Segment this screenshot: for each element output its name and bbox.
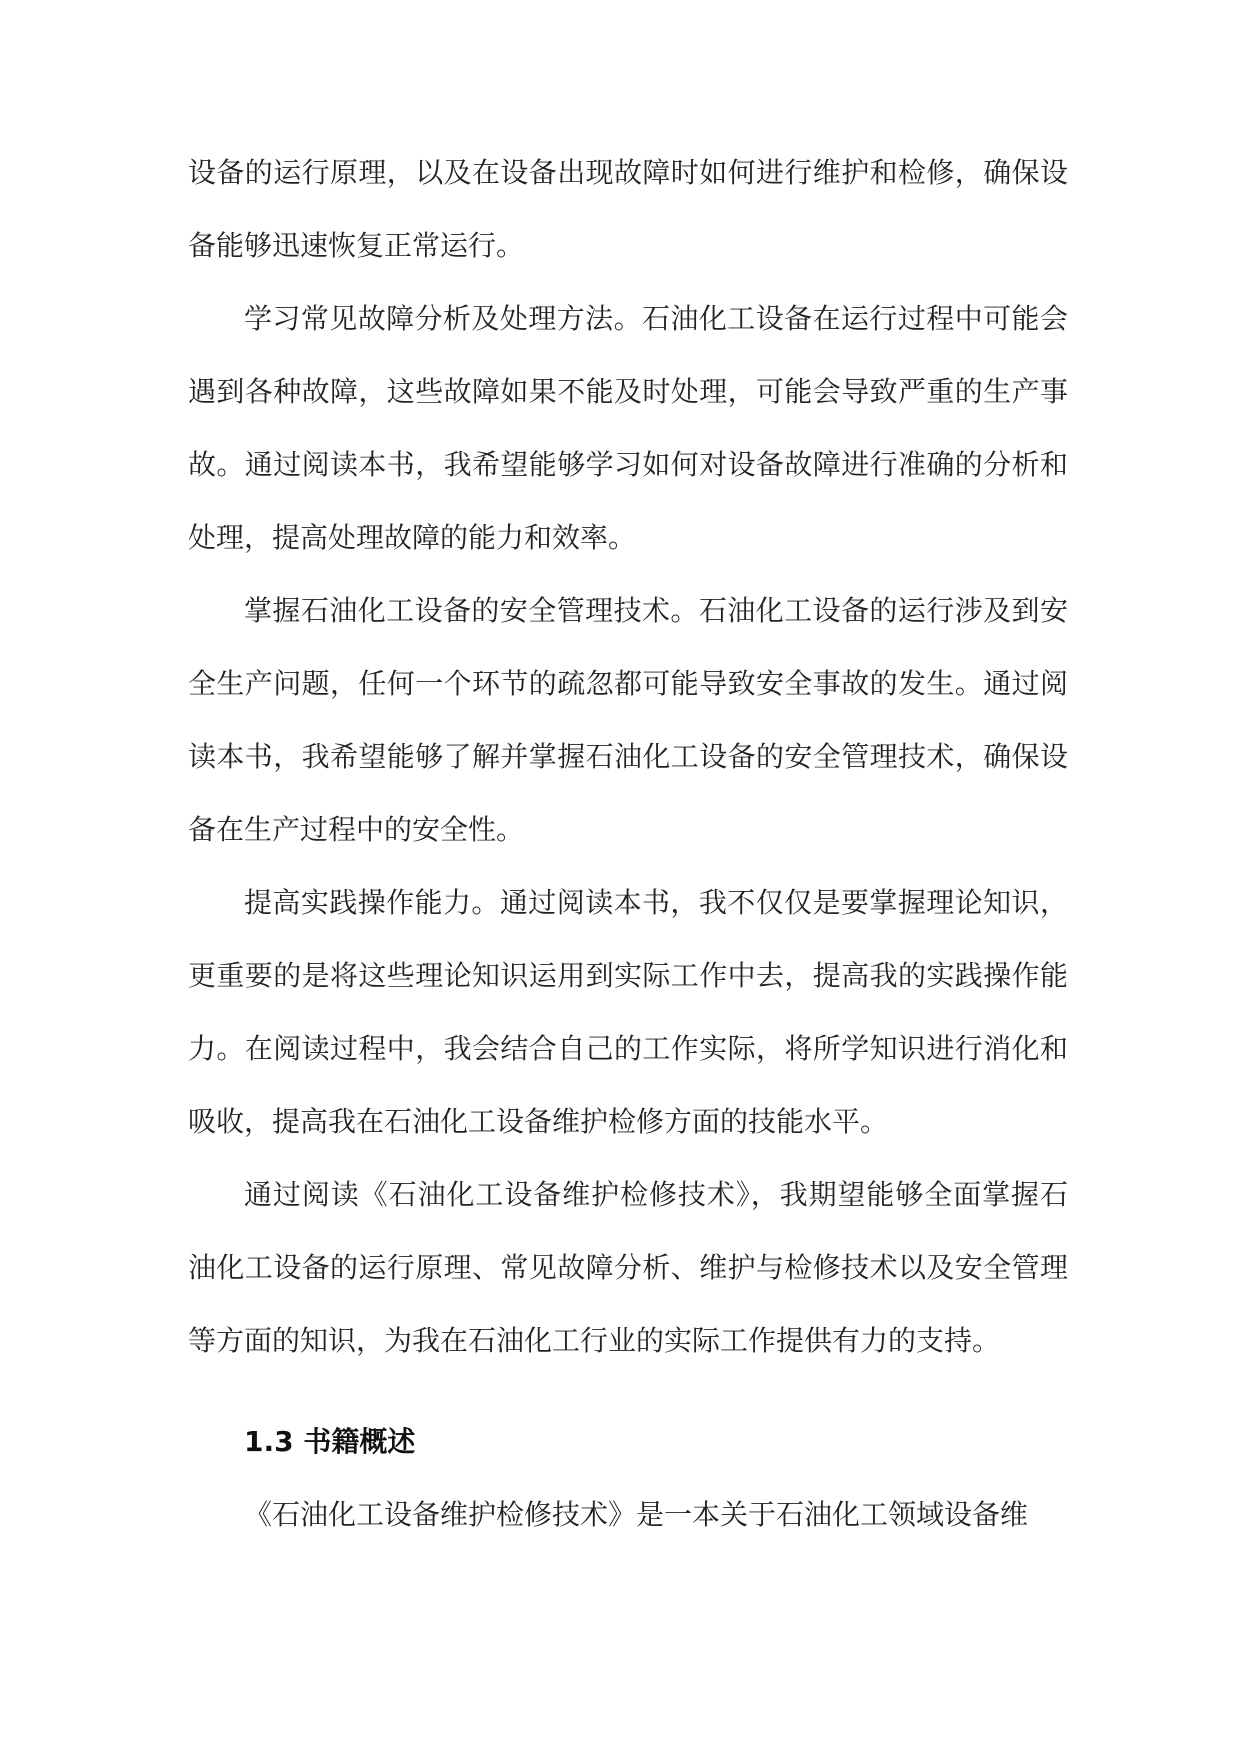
paragraph-summary: 通过阅读《石油化工设备维护检修技术》，我期望能够全面掌握石油化工设备的运行原理、常见故障分析、维护与检修技术以及安全管理等方面的知识，为我在石油化工行业的实际工作提供有力的支持。 [188, 1178, 1068, 1357]
section-heading: 1.3 书籍概述 [244, 1425, 416, 1458]
paragraph-fault-analysis: 学习常见故障分析及处理方法。石油化工设备在运行过程中可能会遇到各种故障，这些故障如果不能及时处理，可能会导致严重的生产事故。通过阅读本书，我希望能够学习如何对设备故障进行准确的分析和处理，提高处理故障的能力和效率。 [188, 302, 1068, 554]
document-body [188, 136, 1068, 1551]
paragraph-book-overview: 《石油化工设备维护检修技术》是一本关于石油化工领域设备维 [244, 1498, 1029, 1531]
paragraph-continued: 设备的运行原理，以及在设备出现故障时如何进行维护和检修，确保设备能够迅速恢复正常运行。 [188, 156, 1068, 262]
paragraph-practical-skills: 提高实践操作能力。通过阅读本书，我不仅仅是要掌握理论知识，更重要的是将这些理论知识运用到实际工作中去，提高我的实践操作能力。在阅读过程中，我会结合自己的工作实际，将所学知识进行消化和吸收，提高我在石油化工设备维护检修方面的技能水平。 [188, 886, 1068, 1138]
paragraph-safety-management: 掌握石油化工设备的安全管理技术。石油化工设备的运行涉及到安全生产问题，任何一个环节的疏忽都可能导致安全事故的发生。通过阅读本书，我希望能够了解并掌握石油化工设备的安全管理技术，确保设备在生产过程中的安全性。 [188, 594, 1068, 846]
